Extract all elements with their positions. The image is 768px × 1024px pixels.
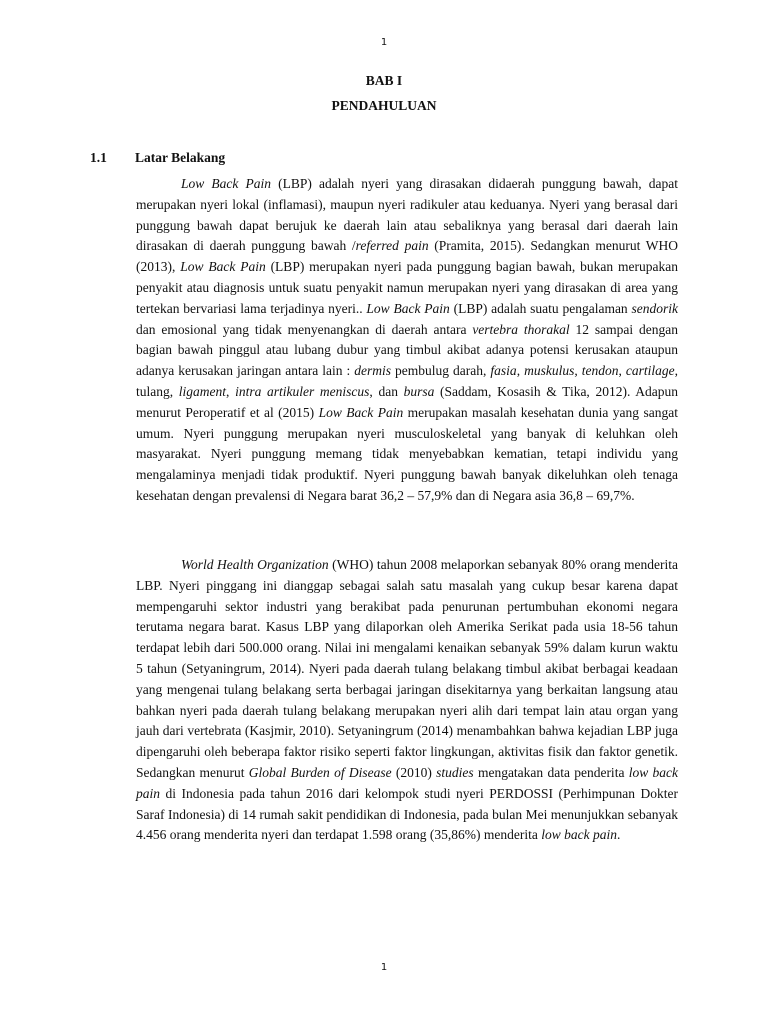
italic-term: World Health Organization xyxy=(181,557,329,572)
italic-term: fasia xyxy=(490,363,517,379)
section-title: Latar Belakang xyxy=(135,150,226,165)
text-run: (LBP) adalah suatu pengalaman xyxy=(449,300,632,316)
text-run: pembulug darah, xyxy=(391,363,491,379)
text-run: dan emosional yang tidak menyenangkan di daerah antara xyxy=(136,321,473,337)
italic-term: tendon xyxy=(581,363,619,379)
italic-term: Global Burden of Disease xyxy=(248,764,392,780)
italic-term: low back pain xyxy=(136,764,678,801)
chapter-label: BAB I xyxy=(365,73,403,88)
text-run: , tulang, xyxy=(136,363,679,399)
text-run: merupakan masalah kesehatan dunia yang sangat umum. Nyeri punggung merupakan nyeri musculoskeletal yang banyak di keluhkan oleh masyarakat. Nyeri punggung memang tidak menyebabkan kematian, tetapi individu yang mengalaminya menjadi tidak produktif. Nyeri punggung bawah banyak dikeluhkan oleh tenaga kesehatan dengan prevalensi di Negara barat 36,2 – 57,9% dan di Negara asia 36,8 – 69,7%. xyxy=(136,404,678,503)
chapter-title: PENDAHULUAN xyxy=(331,98,437,113)
italic-term: Low Back Pain xyxy=(181,176,271,191)
text-run: . xyxy=(617,827,621,843)
text-run: di Indonesia pada tahun 2016 dari kelompok studi nyeri PERDOSSI (Perhimpunan Dokter Saraf Indonesia) di 14 rumah sakit pendidikan di Indonesia, pada bulan Mei menunjukkan sebanyak 4.456 orang menderita nyeri dan terdapat 1.598 orang (35,86%) menderita xyxy=(136,785,678,843)
text-run: (Saddam, Kosasih & Tika, 2012). Adapun menurut Peroperatif et al (2015) xyxy=(136,383,679,420)
italic-term: sendorik xyxy=(631,300,678,316)
text-run: , xyxy=(226,383,236,399)
section-heading xyxy=(90,150,225,166)
italic-term: Low Back Pain xyxy=(318,404,404,420)
italic-term: intra artikuler meniscus xyxy=(235,383,370,399)
italic-term: vertebra thorakal xyxy=(472,321,570,337)
italic-term: ligament xyxy=(178,383,227,399)
text-run: , dan xyxy=(369,383,404,399)
italic-term: muskulus xyxy=(524,363,575,379)
text-run: 12 sampai dengan bagian bawah pinggul atau lubang dubur yang timbul akibat adanya potensi kerusakan ataupun adanya kerusakan jaringan antara lain : xyxy=(136,321,678,379)
text-run: (Pramita, 2015). Sedangkan menurut WHO (2013), xyxy=(136,238,679,275)
text-run: , xyxy=(516,363,525,379)
italic-term: bursa xyxy=(403,383,435,399)
text-run: (WHO) tahun 2008 melaporkan sebanyak 80% orang menderita LBP. Nyeri pinggang ini dianggap sebagai salah satu masalah yang cukup besar karena dapat mempengaruhi sektor industri yang berakibat pada penurunan pertumbuhan ekonomi negara terutama negara barat. Kasus LBP yang dilaporkan oleh Amerika Serikat pada usia 18-56 tahun terdapat lebih dari 500.000 orang. Nilai ini mengalami kenaikan sebanyak 59% dalam kurun waktu 5 tahun (Setyaningrum, 2014). Nyeri pada daerah tulang belakang timbul akibat berbagai keadaan yang mengenai tulang belakang serta berbagai jaringan disekitarnya yang berkaitan langsung atau bahkan nyeri pada daerah tulang belakang merupakan nyeri alih dari tempat lain atau organ yang jauh dari vertebrata (Kasjmir, 2010). Setyaningrum (2014) menambahkan bahwa kejadian LBP juga dipengaruhi oleh beberapa faktor risiko seperti faktor lingkungan, aktivitas fisik dan faktor genetik. Sedangkan menurut xyxy=(136,557,678,780)
text-run: (LBP) adalah nyeri yang dirasakan didaerah punggung bawah, dapat merupakan nyeri lokal (inflamasi), maupun nyeri radikuler atau keduanya. Nyeri yang berasal dari punggung bawah dapat berujuk ke daerah lain atau sebaliknya yang berasal dari daerah lain dirasakan di daerah punggung bawah / xyxy=(136,176,678,254)
italic-term: referred pain xyxy=(355,238,429,254)
italic-term: studies xyxy=(436,764,474,780)
italic-term: Low Back Pain xyxy=(366,300,450,316)
page-number-top: 1 xyxy=(380,37,388,48)
page-number-bottom: 1 xyxy=(380,962,388,973)
italic-term: Low Back Pain xyxy=(180,259,266,275)
text-run: (LBP) merupakan nyeri pada punggung bagian bawah, bukan merupakan penyakit atau diagnosis untuk suatu penyakit namun merupakan nyeri yang dirasakan di area yang tertekan bervariasi lama terjadinya nyeri.. xyxy=(136,259,678,316)
italic-term: low back pain xyxy=(541,827,617,843)
italic-term: cartilage xyxy=(625,363,675,379)
paragraph-2 xyxy=(136,555,678,846)
text-run: mengatakan data penderita xyxy=(473,764,629,780)
section-number: 1.1 xyxy=(90,150,107,165)
text-run: , xyxy=(574,363,582,379)
paragraph-1 xyxy=(136,174,678,507)
text-run: (2010) xyxy=(391,764,437,780)
text-run: , xyxy=(618,363,626,379)
italic-term: dermis xyxy=(354,363,392,379)
